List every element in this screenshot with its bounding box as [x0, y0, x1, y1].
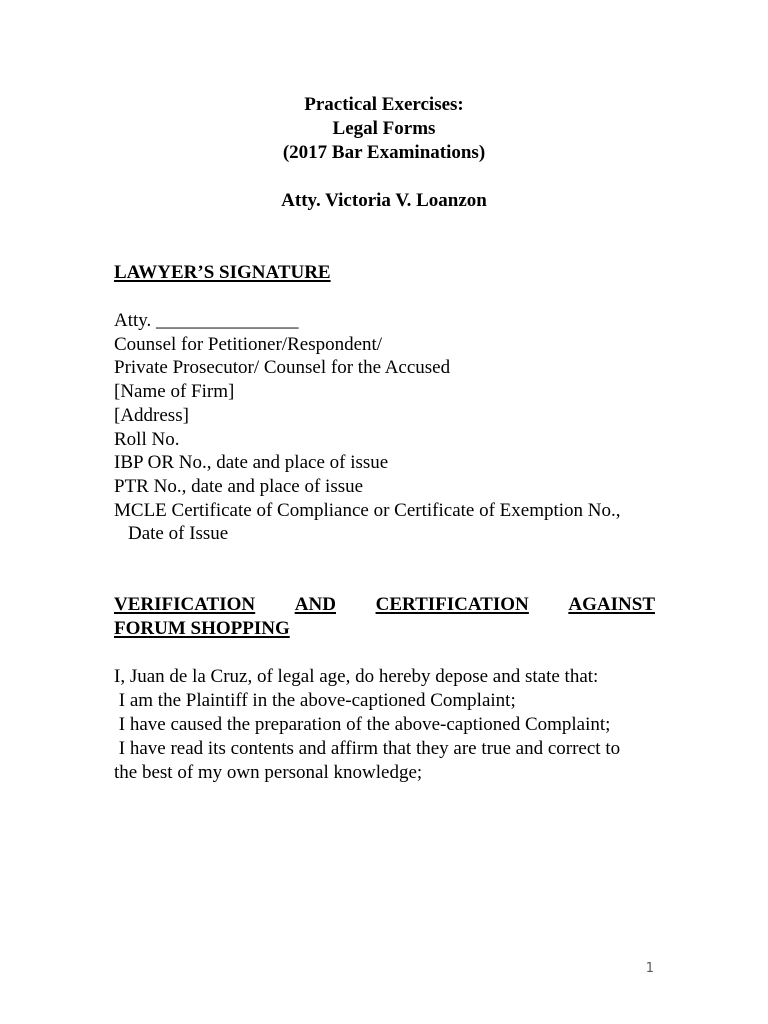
- signature-line: IBP OR No., date and place of issue: [114, 452, 389, 474]
- title-line-3: (2017 Bar Examinations): [282, 142, 486, 163]
- signature-line: Date of Issue: [128, 523, 229, 545]
- body-line: I have caused the preparation of the above-captioned Complaint;: [114, 714, 611, 735]
- title-line-1: Practical Exercises:: [304, 94, 464, 115]
- heading-word: CERTIFICATION: [375, 594, 529, 615]
- signature-block: [114, 309, 674, 546]
- signature-line: Counsel for Petitioner/Respondent/: [114, 333, 383, 355]
- lawyers-signature-heading: LAWYER’S SIGNATURE: [114, 262, 331, 283]
- heading-word: AND: [294, 594, 336, 615]
- body-line: I, Juan de la Cruz, of legal age, do hereby depose and state that:: [114, 666, 599, 687]
- signature-line: Private Prosecutor/ Counsel for the Accused: [114, 357, 451, 379]
- verification-heading-line-1: [114, 593, 655, 617]
- heading-word: AGAINST: [568, 594, 655, 615]
- heading-line-2-text: FORUM SHOPPING: [114, 618, 290, 639]
- signature-line: MCLE Certificate of Compliance or Certificate of Exemption No.,: [114, 499, 621, 521]
- verification-body: [114, 665, 659, 785]
- body-line: the best of my own personal knowledge;: [114, 762, 423, 783]
- body-line: I am the Plaintiff in the above-captioned Complaint;: [114, 690, 516, 711]
- heading-word: VERIFICATION: [114, 594, 256, 615]
- signature-line: [Name of Firm]: [114, 381, 235, 403]
- page-number: 1: [645, 961, 654, 976]
- body-line: I have read its contents and affirm that they are true and correct to: [114, 738, 621, 759]
- document-title: [0, 93, 768, 165]
- title-line-2: Legal Forms: [332, 118, 436, 139]
- signature-line: [Address]: [114, 404, 189, 426]
- signature-line: PTR No., date and place of issue: [114, 475, 364, 497]
- author-name: Atty. Victoria V. Loanzon: [281, 190, 487, 211]
- signature-line: Atty. _______________: [114, 310, 299, 331]
- verification-heading-line-2: [114, 617, 655, 641]
- verification-heading: [114, 593, 655, 641]
- signature-line: Roll No.: [114, 428, 180, 450]
